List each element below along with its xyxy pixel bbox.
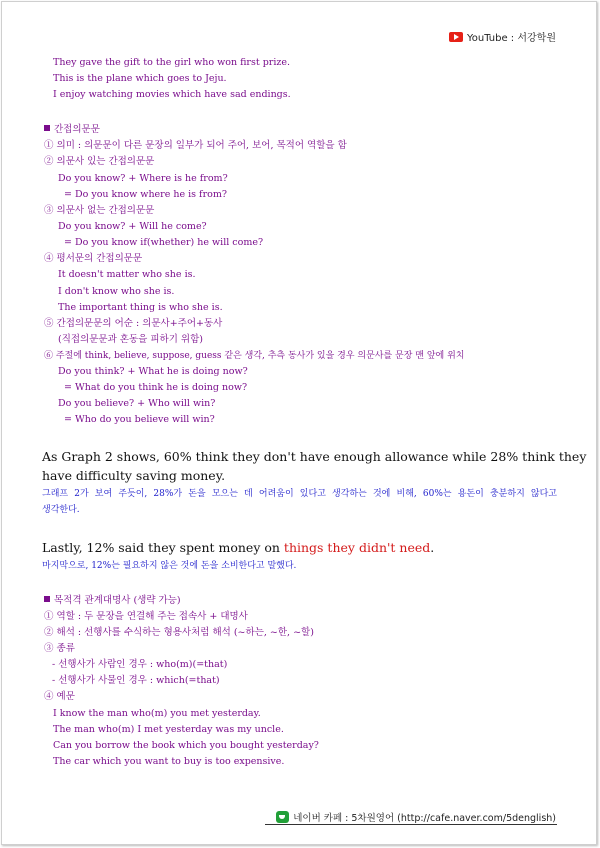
highlight-phrase: things they didn't need xyxy=(283,540,431,555)
note-line: (직접의문문과 혼동을 피하기 위함) xyxy=(58,334,203,345)
note-line: - 선행사가 사람인 경우 : who(m)(=that) xyxy=(52,659,228,670)
note-line: = What do you think he is doing now? xyxy=(64,382,248,393)
note-line: The important thing is who she is. xyxy=(58,302,223,313)
note-line: = Do you know where he is from? xyxy=(64,189,227,200)
note-line: = Who do you believe will win? xyxy=(64,414,215,425)
example-line: This is the plane which goes to Jeju. xyxy=(53,73,227,84)
note-line: Do you know? + Where is he from? xyxy=(58,173,228,184)
note-line: ⑥ 주절에 think, believe, suppose, guess 같은 생각, 추측 동사가 있을 경우 의문사를 문장 맨 앞에 위치 xyxy=(44,351,465,361)
footer-underline xyxy=(265,824,557,825)
graph-translation-line2: 생각한다. xyxy=(42,505,80,515)
note-line: ② 의문사 있는 간접의문문 xyxy=(44,156,155,167)
note-line: The man who(m) I met yesterday was my uncle. xyxy=(53,724,284,735)
note-line: Can you borrow the book which you bought yesterday? xyxy=(53,740,319,751)
footer xyxy=(276,810,556,824)
lastly-sentence: Lastly, 12% said they spent money on things they didn't need. xyxy=(42,540,435,555)
note-line: The car which you want to buy is too expensive. xyxy=(53,756,285,767)
graph-sentence-line2: have difficulty saving money. xyxy=(42,468,226,483)
lastly-translation: 마지막으로, 12%는 필요하지 않은 것에 돈을 소비한다고 말했다. xyxy=(42,561,297,571)
note-line: ⑤ 간접의문문의 어순 : 의문사+주어+동사 xyxy=(44,318,223,329)
footer-text: 네이버 카페 : 5차원영어 (http://cafe.naver.com/5denglish) xyxy=(293,813,556,824)
note-line: ① 의미 : 의문문이 다른 문장의 일부가 되어 주어, 보어, 목적어 역할을 함 xyxy=(44,140,347,151)
youtube-icon xyxy=(449,32,463,42)
note-line: ③ 의문사 없는 간접의문문 xyxy=(44,205,155,216)
note-line: I don't know who she is. xyxy=(58,286,175,297)
note-line: ④ 평서문의 간접의문문 xyxy=(44,253,143,264)
example-line: They gave the gift to the girl who won first prize. xyxy=(53,57,290,68)
square-bullet-icon xyxy=(44,596,50,602)
header xyxy=(449,29,556,44)
graph-translation-line1: 그래프 2가 보여 주듯이, 28%가 돈을 모으는 데 어려움이 있다고 생각하는 것에 비해, 60%는 용돈이 충분하지 않다고 xyxy=(42,489,557,499)
note-line: I know the man who(m) you met yesterday. xyxy=(53,708,261,719)
note-line: ③ 종류 xyxy=(44,643,75,654)
example-line: I enjoy watching movies which have sad endings. xyxy=(53,89,291,100)
note-line: Do you know? + Will he come? xyxy=(58,221,207,232)
note-line: ④ 예문 xyxy=(44,691,75,702)
note-line: = Do you know if(whether) he will come? xyxy=(64,237,264,248)
header-text: YouTube : 서강학원 xyxy=(466,33,556,44)
square-bullet-icon xyxy=(44,125,50,131)
note-line: ② 해석 : 선행사를 수식하는 형용사처럼 해석 (~하는, ~한, ~할) xyxy=(44,627,314,638)
note-line: - 선행사가 사물인 경우 : which(=that) xyxy=(52,675,220,686)
section-title-indirect: 간접의문문 xyxy=(44,124,100,136)
note-line: Do you believe? + Who will win? xyxy=(58,398,216,409)
naver-cafe-icon xyxy=(276,811,289,823)
note-line: Do you think? + What he is doing now? xyxy=(58,366,248,377)
note-line: It doesn't matter who she is. xyxy=(58,269,196,280)
note-line: ① 역할 : 두 문장을 연결해 주는 접속사 + 대명사 xyxy=(44,611,248,622)
graph-sentence-line1: As Graph 2 shows, 60% think they don't have enough allowance while 28% think they xyxy=(42,449,587,464)
section-title-objective: 목적격 관계대명사 (생략 가능) xyxy=(44,595,181,607)
